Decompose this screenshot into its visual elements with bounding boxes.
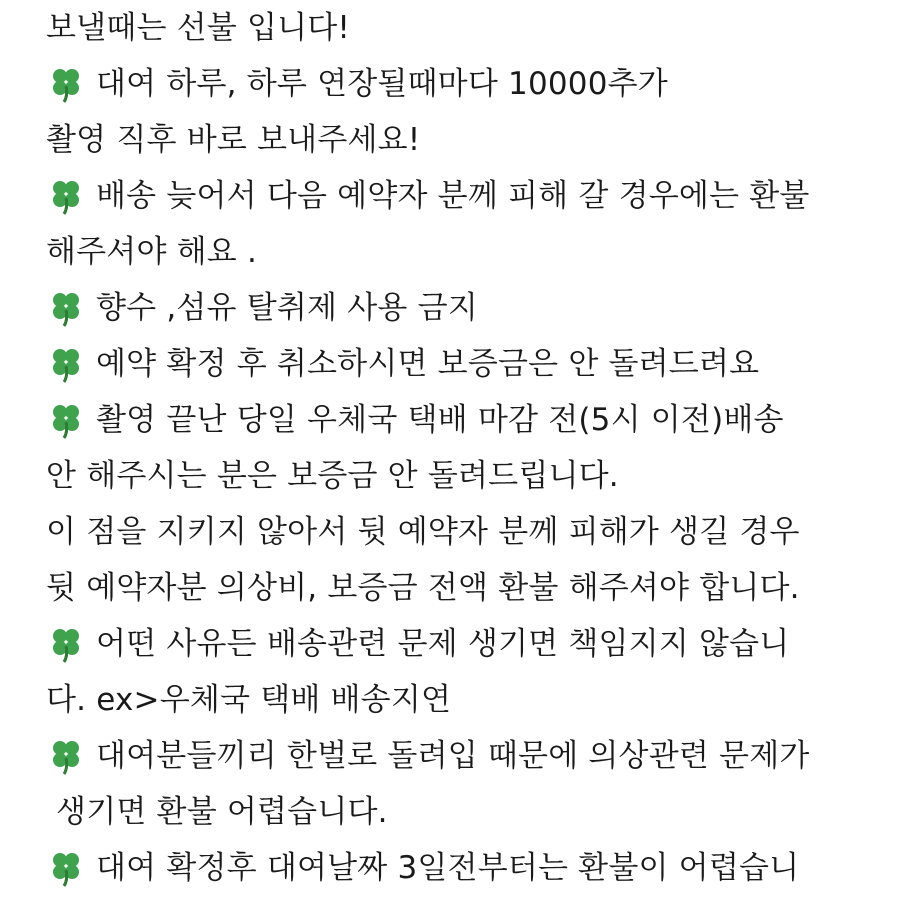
text-line: 다. ex>우체국 택배 배송지연 — [46, 682, 452, 718]
text-line: 보낼때는 선불 입니다! — [46, 10, 351, 46]
text-line: 뒷 예약자분 의상비, 보증금 전액 환불 해주셔야 합니다. — [46, 570, 800, 606]
bullet-line: 대여 확정후 대여날짜 3일전부터는 환불이 어렵습니 — [46, 848, 799, 888]
four-leaf-clover-icon — [46, 400, 88, 440]
text-line: 촬영 직후 바로 보내주세요! — [46, 122, 421, 158]
four-leaf-clover-icon — [46, 624, 88, 664]
text-line: 해주셔야 해요 . — [46, 234, 258, 270]
four-leaf-clover-icon — [46, 736, 88, 776]
bullet-line: 향수 ,섬유 탈취제 사용 금지 — [46, 288, 478, 328]
text-line: 이 점을 지키지 않아서 뒷 예약자 분께 피해가 생길 경우 — [46, 514, 800, 550]
bullet-line: 배송 늦어서 다음 예약자 분께 피해 갈 경우에는 환불 — [46, 176, 810, 216]
bullet-line: 대여 하루, 하루 연장될때마다 10000추가 — [46, 64, 668, 104]
bullet-line: 대여분들끼리 한벌로 돌려입 때문에 의상관련 문제가 — [46, 736, 809, 776]
text-line: 안 해주시는 분은 보증금 안 돌려드립니다. — [46, 458, 619, 494]
bullet-line: 어떤 사유든 배송관련 문제 생기면 책임지지 않습니 — [46, 624, 789, 664]
bullet-line: 예약 확정 후 취소하시면 보증금은 안 돌려드려요 — [46, 344, 759, 384]
four-leaf-clover-icon — [46, 848, 88, 888]
text-line: 생기면 환불 어렵습니다. — [46, 794, 388, 830]
four-leaf-clover-icon — [46, 344, 88, 384]
four-leaf-clover-icon — [46, 176, 88, 216]
four-leaf-clover-icon — [46, 288, 88, 328]
bullet-line: 촬영 끝난 당일 우체국 택배 마감 전(5시 이전)배송 — [46, 400, 784, 440]
four-leaf-clover-icon — [46, 64, 88, 104]
